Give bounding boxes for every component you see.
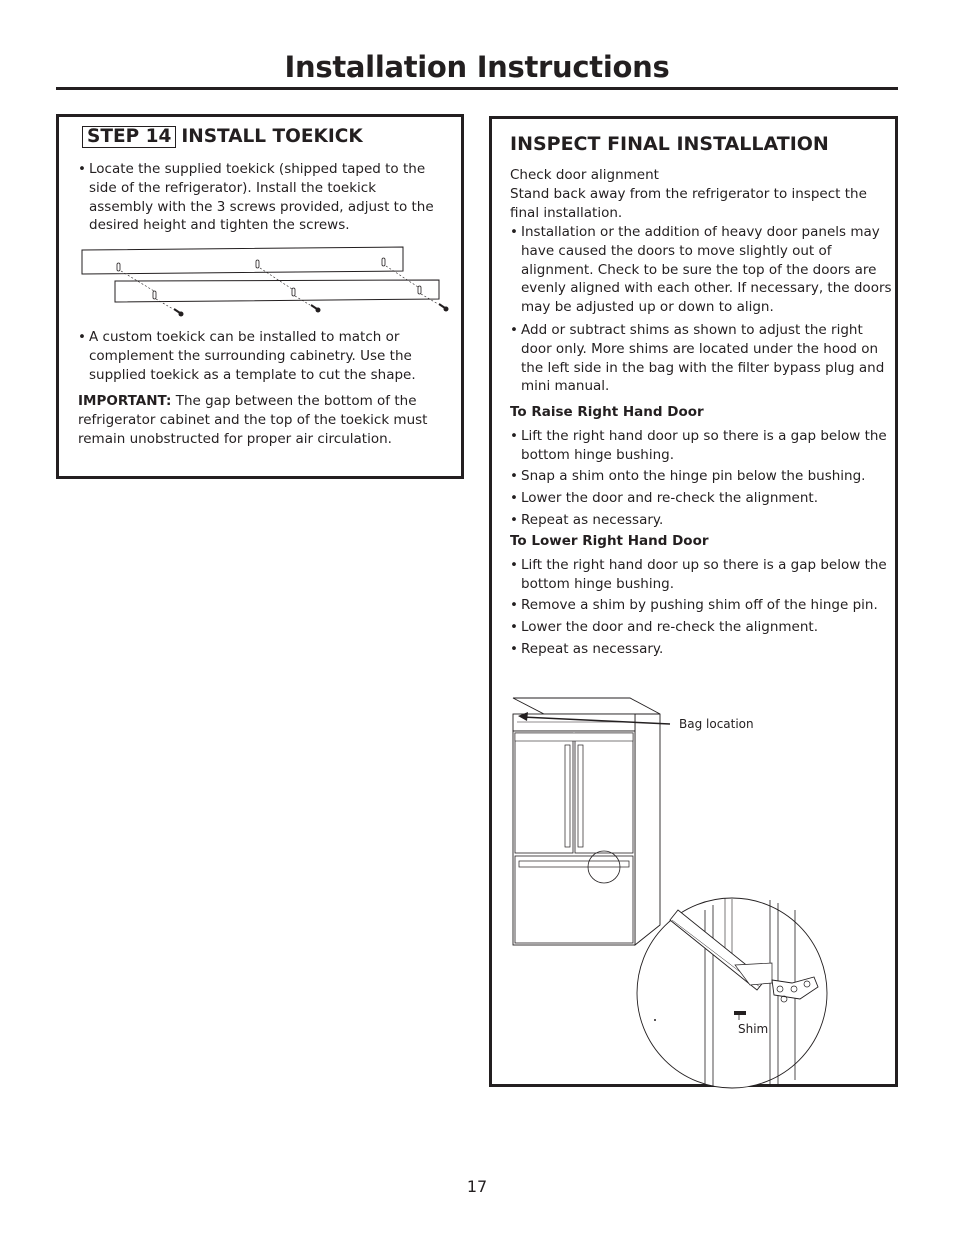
alignment-bullet-1: • Installation or the addition of heavy door panels may have caused the doors to move slightly out of alignment. Check to be sure the top of the doors are evenly aligned with each other. If necessary, the doors may be adjusted up or down to align. [510,223,896,317]
lower-step-4: • Repeat as necessary. [510,640,896,659]
page-number: 17 [466,1177,488,1196]
screw-icon [311,305,321,313]
important-note [78,392,430,448]
lower-step-1: • Lift the right hand door up so there is a gap below the bottom hinge bushing. [510,556,896,594]
lower-door-heading: To Lower Right Hand Door [510,533,709,549]
section-title: INSPECT FINAL INSTALLATION [510,133,829,155]
hood-grille [513,714,635,731]
right-door-handle [578,745,583,847]
raise-step-4: • Repeat as necessary. [510,511,896,530]
left-door-handle [565,745,570,847]
step-title: INSTALL TOEKICK [181,126,363,147]
toekick-front-board [115,280,439,302]
refrigerator-illustration [510,695,870,1087]
alignment-bullet-2: • Add or subtract shims as shown to adjust the right door only. More shims are located under the hood on the left side in the bag with the filter bypass plug and mini manual. [510,321,896,396]
step-14-box [56,114,464,479]
toekick-bullet-1: • Locate the supplied toekick (shipped taped to the side of the refrigerator). Install the toekick assembly with the 3 screws provided, adjust to the desired height and tighten the screws. [78,160,441,235]
toekick-bullet-2: • A custom toekick can be installed to match or complement the surrounding cabinetry. Use the supplied toekick as a template to cut the shape. [78,328,441,384]
freezer-drawer [515,856,633,943]
left-fridge-door [515,733,573,853]
raise-step-2: • Snap a shim onto the hinge pin below the bushing. [510,467,896,486]
check-door-alignment-heading: Check door alignment [510,167,659,183]
shim-icon [734,1011,746,1015]
raise-door-heading: To Raise Right Hand Door [510,404,704,420]
shim-label: Shim [738,1022,769,1036]
toekick-back-board [82,247,403,274]
raise-step-3: • Lower the door and re-check the alignment. [510,489,896,508]
step-heading [82,126,363,148]
screw-icon [174,309,184,317]
screw-icon [439,304,449,312]
bag-location-label: Bag location [679,717,754,731]
intro-text: Stand back away from the refrigerator to inspect the final installation. [510,186,867,221]
title-rule [56,87,898,90]
lower-step-2: • Remove a shim by pushing shim off of the hinge pin. [510,596,896,615]
important-label: IMPORTANT: [78,393,172,409]
inspect-final-installation-box [489,116,898,1087]
toekick-illustration [77,247,457,315]
lower-step-3: • Lower the door and re-check the alignment. [510,618,896,637]
page-title: Installation Instructions [284,50,670,84]
freezer-handle [519,861,629,867]
right-fridge-door [575,733,633,853]
important-text: The gap between the bottom of the refrigerator cabinet and the top of the toekick must remain unobstructed for proper air circulation. [78,393,428,447]
step-tag: STEP 14 [82,126,176,148]
raise-step-1: • Lift the right hand door up so there is a gap below the bottom hinge bushing. [510,427,896,465]
